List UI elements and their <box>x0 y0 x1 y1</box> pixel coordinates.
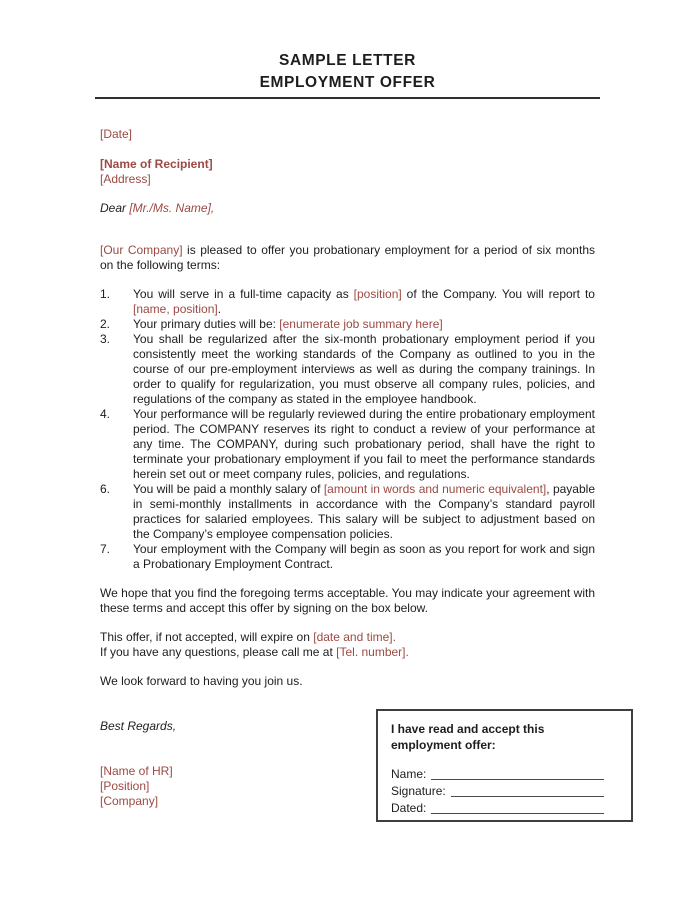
name-label: Name: <box>391 767 427 781</box>
expiry-line <box>100 630 595 645</box>
title-line-1: SAMPLE LETTER <box>279 52 416 69</box>
text-run: You will serve in a full-time capacity as <box>133 287 354 301</box>
recipient-block <box>100 157 595 187</box>
name-field <box>391 766 618 783</box>
text-run: If you have any questions, please call me at <box>100 645 337 659</box>
term-text <box>133 542 595 572</box>
dated-fill-line <box>431 801 604 814</box>
placeholder-run: [enumerate job summary here] <box>279 317 443 331</box>
term-number: 7. <box>100 542 111 556</box>
acceptance-heading <box>391 721 618 753</box>
salutation <box>100 201 595 216</box>
term-text <box>133 332 595 407</box>
term-number: 2. <box>100 317 111 331</box>
term-item-3 <box>100 332 595 407</box>
signature-field <box>391 783 618 800</box>
intro-paragraph <box>100 243 595 273</box>
text-run: Your employment with the Company will begin as soon as you report for work and sign a Probationary Employment Contract. <box>133 542 595 571</box>
forward-paragraph: We look forward to having you join us. <box>100 674 303 688</box>
hr-company-placeholder: [Company] <box>100 794 159 808</box>
text-run: of the Company. You will report to <box>401 287 595 301</box>
placeholder-run: [name, position] <box>133 302 218 316</box>
recipient-name-placeholder: [Name of Recipient] <box>100 157 213 171</box>
best-regards: Best Regards, <box>100 719 177 733</box>
document-title <box>100 50 595 94</box>
term-item-6 <box>100 482 595 542</box>
term-number: 3. <box>100 332 111 346</box>
term-item-1 <box>100 287 595 317</box>
text-run: You will be paid a monthly salary of <box>133 482 324 496</box>
term-text <box>133 287 595 317</box>
dated-field <box>391 800 618 817</box>
acceptance-fields <box>391 766 618 817</box>
terms-list <box>100 287 595 572</box>
placeholder-run: [Mr./Ms. Name], <box>129 201 215 215</box>
expiry-block <box>100 630 595 660</box>
term-number: 1. <box>100 287 111 301</box>
term-text <box>133 407 595 482</box>
text-run: This offer, if not accepted, will expire on <box>100 630 314 644</box>
term-text <box>133 482 595 542</box>
text-run: Your primary duties will be: <box>133 317 280 331</box>
recipient-address-placeholder: [Address] <box>100 172 151 186</box>
term-text <box>133 317 595 332</box>
signature-fill-line <box>451 784 604 797</box>
questions-line <box>100 645 595 660</box>
text-run: , payable in semi-monthly installments in accordance with the Company’s standard payroll practices for salaried employees. This salary will be subject to adjustment based on the Company’s employee compensation policies. <box>133 482 595 541</box>
term-number: 4. <box>100 407 111 421</box>
date-placeholder: [Date] <box>100 127 133 141</box>
signature-section <box>100 719 595 889</box>
term-item-2 <box>100 317 595 332</box>
text-run: is pleased to offer you probationary employment for a period of six months on the following terms: <box>100 243 595 272</box>
text-run: . <box>217 302 222 316</box>
title-line-2: EMPLOYMENT OFFER <box>259 74 436 91</box>
placeholder-run: [Tel. number]. <box>336 645 409 659</box>
placeholder-run: [amount in words and numeric equivalent] <box>323 482 547 496</box>
name-fill-line <box>431 767 604 780</box>
term-item-7 <box>100 542 595 572</box>
acceptance-box <box>376 709 633 822</box>
title-divider <box>95 97 600 99</box>
placeholder-run: [position] <box>353 287 402 301</box>
signature-label: Signature: <box>391 784 446 798</box>
term-item-4 <box>100 407 595 482</box>
text-run: You shall be regularized after the six-month probationary employment period if you consistently meet the working standards of the Company as outlined to you in the course of our pre-employment interviews as well as during the company trainings. In order to qualify for regularization, you must observe all company rules, policies, and regulations of the company as stated in the employee handbook. <box>133 332 595 406</box>
dated-label: Dated: <box>391 801 427 815</box>
text-run: Your performance will be regularly reviewed during the entire probationary employment period. The COMPANY reserves its right to conduct a review of your performance at any time. The COMPANY, during such probationary period, shall have the right to terminate your probationary employment if you fail to meet the performance standards herein set out or meet company rules, policies, and regulations. <box>133 407 595 481</box>
text-run: Dear <box>100 201 130 215</box>
company-placeholder: [Our Company] <box>100 243 183 257</box>
placeholder-run: [date and time]. <box>313 630 396 644</box>
acceptance-heading-line-2: employment offer: <box>391 738 496 752</box>
hr-name-placeholder: [Name of HR] <box>100 764 173 778</box>
hr-position-placeholder: [Position] <box>100 779 150 793</box>
hope-paragraph: We hope that you find the foregoing terms acceptable. You may indicate your agreement with these terms and accept this offer by signing on the box below. <box>100 586 595 615</box>
acceptance-heading-line-1: I have read and accept this <box>391 722 545 736</box>
term-number: 6. <box>100 482 111 496</box>
